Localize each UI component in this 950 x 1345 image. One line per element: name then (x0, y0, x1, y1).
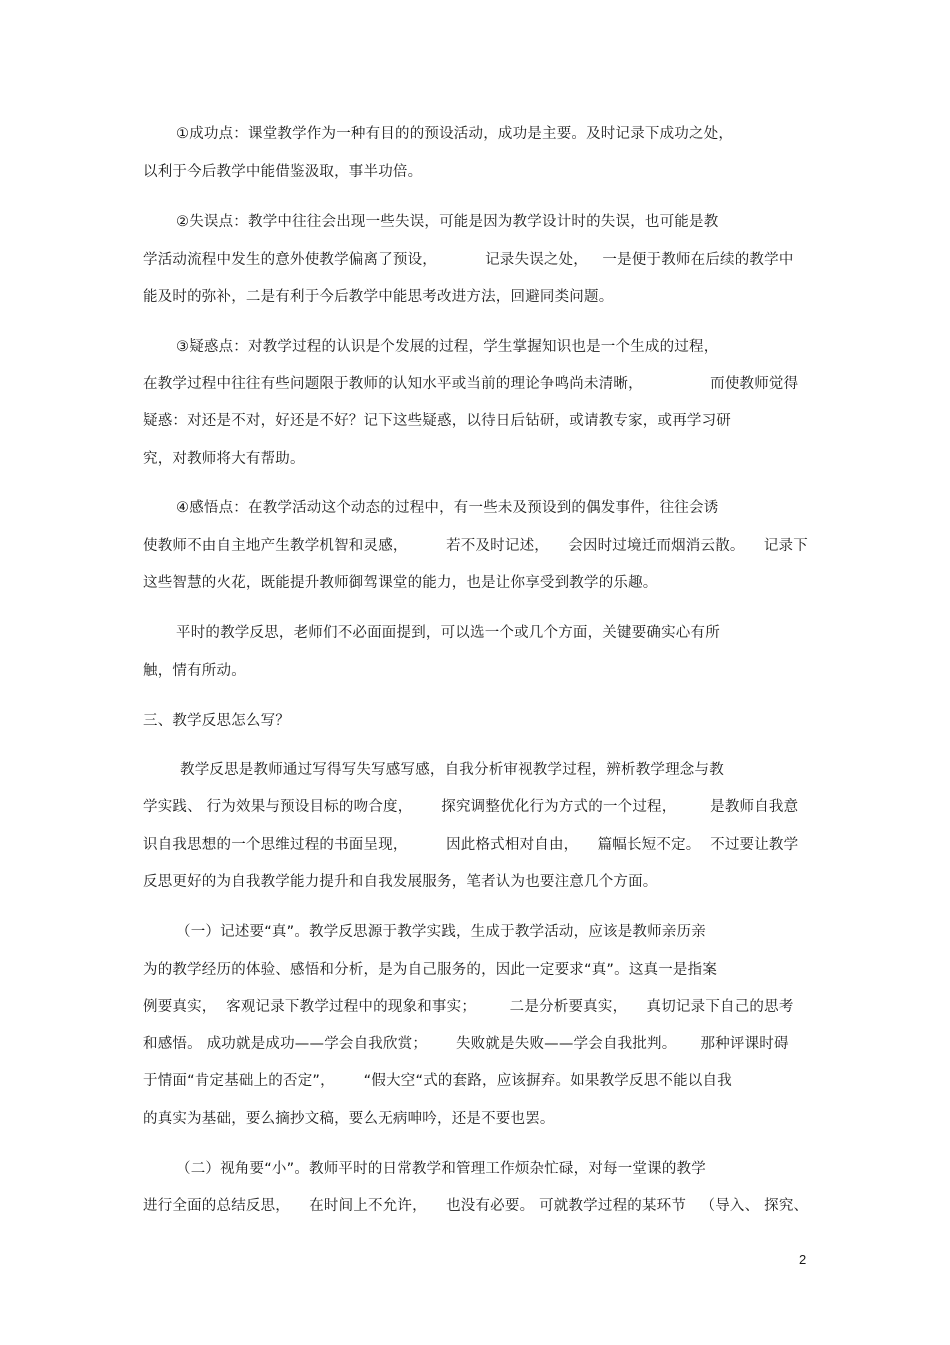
text-line: 触，情有所动。 (143, 663, 246, 679)
text-line: 以利于今后教学中能借鉴汲取，事半功倍。 (143, 164, 423, 180)
text-line: （一）记述要“真”。教学反思源于教学实践，生成于教学活动，应该是教师亲历亲 (176, 924, 706, 940)
text-line: 学实践、 行为效果与预设目标的吻合度， 探究调整优化行为方式的一个过程， 是教师自我意 (143, 799, 799, 815)
text-line: 为的教学经历的体验、感悟和分析，是为自己服务的，因此一定要求“真”。这真一是指案 (143, 962, 718, 978)
text-line: （二）视角要“小”。教师平时的日常教学和管理工作烦杂忙碌，对每一堂课的教学 (176, 1161, 706, 1177)
text-line: 识自我思想的一个思维过程的书面呈现， 因此格式相对自由， 篇幅长短不定。 不过要让教学 (143, 837, 799, 853)
text-line: 究，对教师将大有帮助。 (143, 451, 305, 467)
text-line: 这些智慧的火花，既能提升教师御驾课堂的能力，也是让你享受到教学的乐趣。 (143, 575, 658, 591)
text-line: 在教学过程中往往有些问题限于教师的认知水平或当前的理论争鸣尚未清晰， 而使教师觉得 (143, 376, 799, 392)
text-line: 使教师不由自主地产生教学机智和灵感， 若不及时记述， 会因时过境迁而烟消云散。 记录下 (143, 538, 808, 554)
page-number: 2 (799, 1252, 807, 1267)
text-line: 和感悟。 成功就是成功——学会自我欣赏； 失败就是失败——学会自我批判。 那种评课时碍 (143, 1036, 789, 1052)
text-line: ①成功点：课堂教学作为一种有目的的预设活动，成功是主要。及时记录下成功之处， (176, 126, 734, 142)
text-line: 疑惑：对还是不对，好还是不好？记下这些疑惑，以待日后钻研，或请教专家，或再学习研 (143, 413, 731, 429)
text-line: 能及时的弥补，二是有利于今后教学中能思考改进方法，回避同类问题。 (143, 289, 614, 305)
section-heading: 三、教学反思怎么写？ (143, 713, 290, 729)
text-line: ④感悟点：在教学活动这个动态的过程中，有一些未及预设到的偶发事件，往往会诱 (176, 500, 719, 516)
text-line: 例要真实， 客观记录下教学过程中的现象和事实； 二是分析要真实， 真切记录下自己的思考 (143, 999, 794, 1015)
text-line: 反思更好的为自我教学能力提升和自我发展服务，笔者认为也要注意几个方面。 (143, 874, 658, 890)
text-line: ②失误点：教学中往往会出现一些失误，可能是因为教学设计时的失误，也可能是教 (176, 214, 719, 230)
text-line: 学活动流程中发生的意外使教学偏离了预设， 记录失误之处， 一是便于教师在后续的教学中 (143, 252, 794, 268)
text-line: 教学反思是教师通过写得写失写感写感，自我分析审视教学过程，辨析教学理念与教 (180, 762, 724, 778)
text-line: 于情面“肯定基础上的否定”， “假大空“式的套路，应该摒弃。如果教学反思不能以自我 (143, 1073, 732, 1089)
text-line: 的真实为基础，要么摘抄文稿，要么无病呻吟，还是不要也罢。 (143, 1111, 555, 1127)
text-line: ③疑惑点：对教学过程的认识是个发展的过程，学生掌握知识也是一个生成的过程， (176, 339, 719, 355)
text-line: 进行全面的总结反思， 在时间上不允许， 也没有必要。 可就教学过程的某环节 （导入、 探究、 (143, 1198, 809, 1214)
text-line: 平时的教学反思，老师们不必面面提到，可以选一个或几个方面，关键要确实心有所 (176, 625, 720, 641)
